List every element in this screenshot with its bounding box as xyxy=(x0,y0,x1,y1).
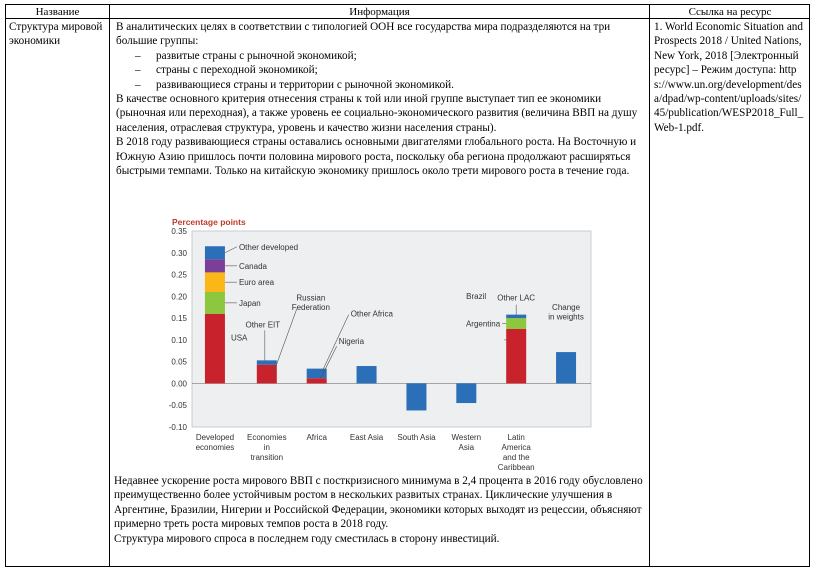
y-tick-label: 0.15 xyxy=(171,314,187,324)
group-item: – развивающиеся страны и территории с рыночной экономикой. xyxy=(135,78,454,91)
series-label: Nigeria xyxy=(338,337,365,347)
category-label: Western xyxy=(451,433,482,442)
series-label: Other Africa xyxy=(350,309,393,319)
series-label: in weights xyxy=(548,312,584,322)
category-label: East Asia xyxy=(349,433,384,442)
series-label: Japan xyxy=(238,298,261,308)
y-tick-label: 0.35 xyxy=(171,227,187,236)
category-label: Africa xyxy=(306,433,327,442)
category-label: economies xyxy=(195,443,235,452)
header-source: Ссылка на ресурс xyxy=(688,6,772,18)
category-label: Asia xyxy=(458,443,475,452)
y-tick-label: 0.25 xyxy=(171,270,187,280)
category-label: Caribbean xyxy=(497,463,535,472)
category-label: America xyxy=(501,443,531,452)
bar-segment xyxy=(506,315,526,318)
series-label: Federation xyxy=(291,303,330,313)
series-label: Russian xyxy=(296,293,326,303)
category-label: Developed xyxy=(195,433,235,442)
info-criteria: В качестве основного критерия отнесения страны к той или иной группе выступает тип ее экономики (рыночная или переходная), а также уровень ее социально-экономического развития (величина ВВП на душу населения, отраслевая структура, уровень и качество жизни населения страны). xyxy=(116,93,638,134)
category-label: transition xyxy=(250,453,284,462)
y-tick-label: 0.10 xyxy=(171,335,187,345)
info-intro: В аналитических целях в соответствии с типологией ООН все государства мира подразделяются на три большие группы: xyxy=(116,21,611,48)
bar-segment xyxy=(257,365,277,384)
category-label: and the xyxy=(502,453,530,462)
category-label: in xyxy=(263,443,270,452)
bar-segment xyxy=(506,318,526,329)
info-continuation xyxy=(114,474,644,546)
bar-segment xyxy=(205,272,225,292)
series-label: Brazil xyxy=(466,292,487,301)
bar-segment xyxy=(307,369,327,379)
y-tick-label: -0.05 xyxy=(168,401,187,411)
growth-contribution-chart xyxy=(158,217,594,472)
category-label: Latin xyxy=(507,433,525,442)
group-item: – развитые страны с рыночной экономикой; xyxy=(135,49,357,62)
series-label: Change xyxy=(552,303,581,313)
bar-segment xyxy=(357,366,377,383)
series-label: Other LAC xyxy=(497,293,536,303)
bar-segment xyxy=(456,383,476,403)
bar-segment xyxy=(506,329,526,383)
category-label: South Asia xyxy=(397,433,436,442)
column-divider xyxy=(109,5,110,566)
series-label: Argentina xyxy=(465,319,501,329)
series-label: USA xyxy=(230,333,248,343)
bar-segment xyxy=(307,378,327,383)
series-label: Other developed xyxy=(238,242,299,252)
header-info: Информация xyxy=(349,6,410,18)
y-tick-label: 0.30 xyxy=(171,248,187,258)
row-name-cell: Структура мировой экономики xyxy=(9,21,103,48)
bar-segment xyxy=(406,383,426,410)
series-label: Euro area xyxy=(238,278,275,288)
bar-segment xyxy=(205,259,225,272)
group-item: – страны с переходной экономикой; xyxy=(135,64,318,77)
unit-label: Percentage points xyxy=(172,217,246,227)
y-tick-label: 0.00 xyxy=(171,379,187,389)
info-acceleration: Недавнее ускорение роста мирового ВВП с посткризисного минимума в 2,4 процента в 2016 году обусловлено преимущественно более устойчивым ростом в нескольких развитых странах. Циклические улучшения в Аргентине, Бразилии, Нигерии и Российской Федерации, экономики которых выходят из рецессии, объясняют примерно треть роста мировых темпов роста в 2018 году. xyxy=(114,475,643,531)
series-label: Other EIT xyxy=(245,320,281,330)
bar-segment xyxy=(205,292,225,314)
bar-segment xyxy=(556,352,576,383)
category-label: Economies xyxy=(247,433,287,442)
row-source-cell: 1. World Economic Situation and Prospects 2018 / United Nations, New York, 2018 [Электронный ресурс] – Режим доступа: https://www.un.org/development/desa/dpad/wp-content/uploads/sites/45/publication/WESP2018_Full_Web-1.pdf. xyxy=(654,21,804,134)
header-name: Название xyxy=(35,6,80,18)
bar-segment xyxy=(205,314,225,384)
info-growth-2018: В 2018 году развивающиеся страны оставались основными двигателями глобального роста. На Восточную и Южную Азию пришлось почти половина мирового роста, поскольку оба региона продолжают расширяться быстрыми темпами. Только на китайскую экономику пришлось около трети мирового роста в течение года. xyxy=(116,136,637,178)
y-tick-label: 0.20 xyxy=(171,292,187,302)
row-info-cell xyxy=(116,20,648,178)
y-tick-label: 0.05 xyxy=(171,357,187,367)
series-label: Canada xyxy=(238,261,267,271)
info-demand: Структура мирового спроса в последнем году сместилась в сторону инвестиций. xyxy=(114,532,500,545)
column-divider xyxy=(649,5,650,566)
bar-segment xyxy=(257,360,277,364)
bar-segment xyxy=(205,246,225,259)
y-tick-label: -0.10 xyxy=(168,423,187,432)
